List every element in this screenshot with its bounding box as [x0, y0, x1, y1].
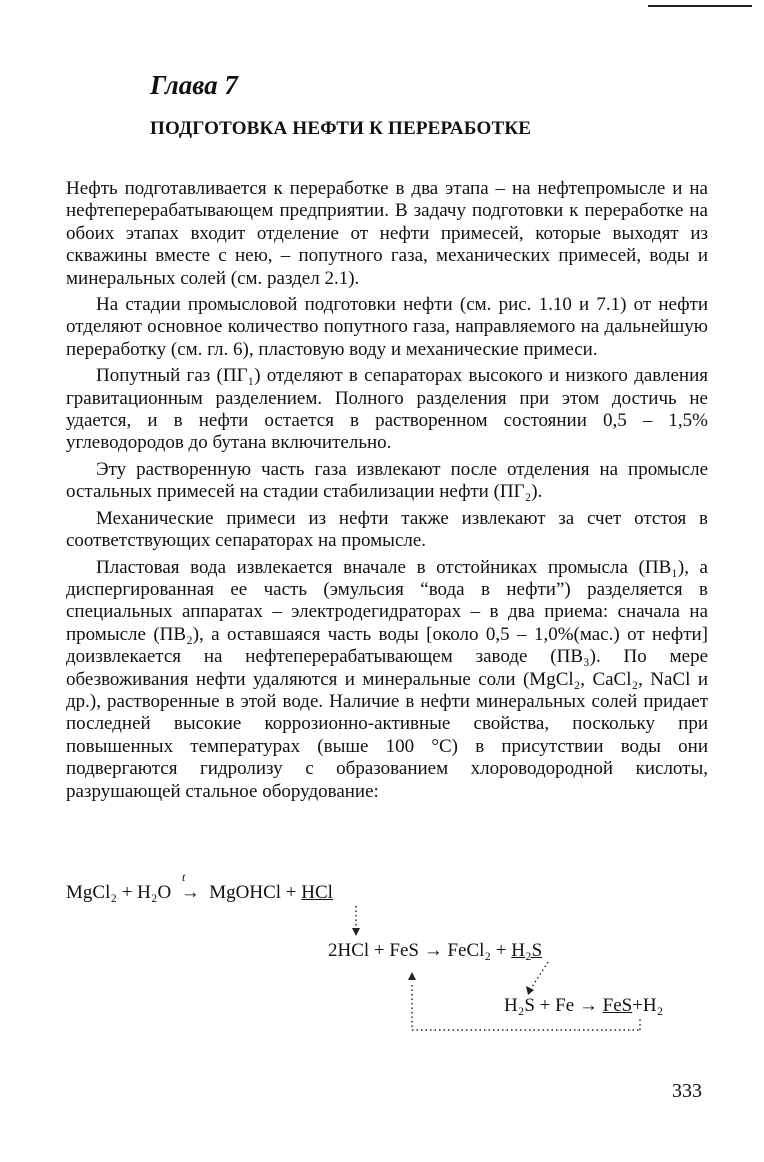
- equation-underlined: FeS: [602, 995, 633, 1016]
- arrowhead-diag: [526, 986, 534, 995]
- dotted-arrow-h2s-diag: [530, 962, 548, 990]
- paragraph: На стадии промысловой подготовки нефти (см. рис. 1.10 и 7.1) от нефти отделяют основное количество попутного газа, направляемого на дальнейшую переработку (см. гл. 6), пластовую воду и механические примеси.: [66, 294, 708, 360]
- paragraph: Попутный газ (ПГ₁) отделяют в сепараторах высокого и низкого давления гравитационным разделением. Полного разделения при этом достичь не удается, и в нефти остается в растворенном состоянии 0,5 – 1,5% углеводородов до бутана включительно.: [66, 365, 708, 454]
- equation-lhs: 2HCl + FeS → FeCl₂ +: [328, 940, 512, 961]
- arrowhead-up: [408, 972, 416, 980]
- paragraph: Эту растворенную часть газа извлекают после отделения на промысле остальных примесей на стадии стабилизации нефти (ПГ₂).: [66, 458, 708, 503]
- page-number: 333: [672, 1080, 702, 1102]
- equation-lhs: MgCl₂ + H₂O: [66, 882, 172, 903]
- paragraph: Нефть подготавливается к переработке в два этапа – на нефтепромысле и на нефтеперерабатывающем предприятии. В задачу подготовки к переработке на обоих этапах входит отделение от нефти примесей, которые выходят из скважины вместе с нею, – попутного газа, механических примесей, воды и минеральных солей (см. раздел 2.1).: [66, 178, 708, 289]
- paragraph: Пластовая вода извлекается вначале в отстойниках промысла (ПВ₁), а диспергированная ее часть (эмульсия “вода в нефти”) разделяется в специальных аппаратах – электродегидраторах – в два приема: сначала на промысле (ПВ₂), а оставшаяся часть воды [около 0,5 – 1,0%(мас.) от нефти] доизвлекается на нефтеперерабатывающем заводе (ПВ₃). По мере обезвоживания нефти удаляются и минеральные соли (MgCl₂, CaCl₂, NaCl и др.), растворенные в этой воде. Наличие в нефти минеральных солей придает последней высокие коррозионно-активные свойства, поскольку при повышенных температурах (выше 100 °С) в присутствии воды они подвергаются гидролизу с образованием хлороводородной кислоты, разрушающей стальное оборудование:: [66, 556, 708, 802]
- arrowhead-down: [352, 928, 360, 936]
- arrow-label: t: [182, 870, 186, 884]
- paragraph: Механические примеси из нефти также извлекают за счет отстоя в соответствующих сепараторах на промысле.: [66, 507, 708, 552]
- equation-tail: +H₂: [632, 995, 664, 1016]
- equation-underlined: HCl: [301, 882, 333, 903]
- chapter-title: ПОДГОТОВКА НЕФТИ К ПЕРЕРАБОТКЕ: [150, 118, 532, 139]
- equation-product: MgOHCl +: [209, 882, 302, 903]
- chapter-label: Глава 7: [150, 70, 238, 100]
- heat-arrow: t →: [176, 870, 205, 903]
- equation-underlined: H₂S: [511, 940, 543, 961]
- equation-lhs: H₂S + Fe →: [504, 995, 603, 1016]
